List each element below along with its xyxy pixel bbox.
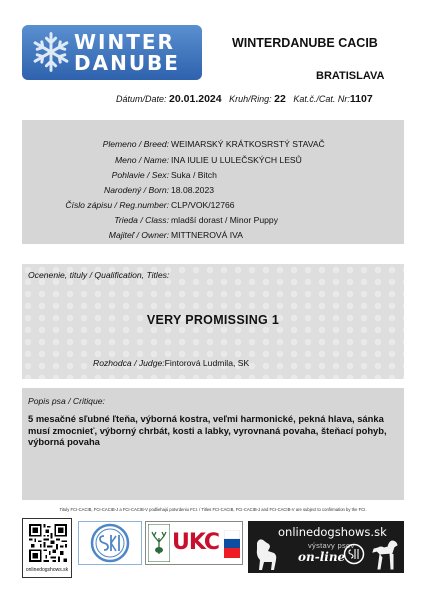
sex-value: Suka / Bitch [171, 170, 217, 180]
logo-line-winter: WINTER [74, 30, 175, 54]
owner-label: Majiteľ / Owner: [108, 230, 169, 240]
breed-value: WEIMARSKÝ KRÁTKOSRSTÝ STAVAČ [171, 139, 325, 149]
ski-emblem-icon [79, 522, 141, 564]
ski-logo [78, 521, 142, 565]
judge-line [93, 358, 249, 368]
name-label: Meno / Name: [115, 155, 169, 165]
winterdanube-logo [22, 25, 202, 80]
entry-meta [116, 93, 373, 105]
hunting-club-icon [148, 524, 170, 562]
class-label: Trieda / Class: [114, 215, 169, 225]
slovak-flag-icon [224, 530, 240, 558]
titles-label: Ocenenie, tituly / Qualification, Titles: [28, 270, 170, 280]
born-label: Narodený / Born: [104, 185, 169, 195]
date-label: Dátum/Date: [116, 94, 167, 104]
catalog-label: Kat.č./Cat. Nr: [293, 94, 350, 104]
ukc-logo-block [145, 521, 243, 565]
site-name: onlinedogshows.sk [278, 525, 387, 539]
catalog-value: 1107 [349, 93, 373, 105]
judge-value: Fintorová Ludmila, SK [164, 358, 250, 368]
reg-label: Číslo zápisu / Reg.number: [65, 200, 169, 210]
ring-label: Kruh/Ring: [229, 94, 272, 104]
name-value: INA IULIE U LULEČSKÝCH LESŮ [171, 155, 302, 165]
qr-code-block [22, 518, 72, 578]
owner-value: MITTNEROVÁ IVA [171, 230, 243, 240]
dog-standing-icon [370, 537, 400, 571]
fci-footnote: Tituly FCI-CACIB, FCI-CACIB-J a FCI-CACIB-V podliehajú potvrdeniu FCI. / Titles FCI-CACIB, FCI-CACIB-J and FCI-CACIB-V are subject to confirmation by the FCI. [59, 507, 367, 512]
critique-label: Popis psa / Critique: [28, 396, 105, 406]
ring-value: 22 [274, 93, 286, 105]
event-title: WINTERDANUBE CACIB [232, 36, 378, 50]
sex-label: Pohlavie / Sex: [111, 170, 169, 180]
site-tagline: on-line [298, 550, 346, 564]
judge-label: Rozhodca / Judge: [93, 358, 165, 368]
date-value: 20.01.2024 [169, 93, 222, 105]
logo-line-danube: DANUBE [74, 51, 180, 75]
qr-code-icon [29, 524, 67, 562]
event-city: BRATISLAVA [316, 70, 385, 82]
ukc-wordmark: UKC [172, 530, 220, 555]
reg-value: CLP/VOK/12766 [171, 200, 235, 210]
site-subtitle: výstavy psov [308, 541, 355, 550]
critique-text: 5 mesačné sľubné ľteňa, výborná kostra, veľmi harmonické, pekná hlava, sánka musí zmocnieť, výborný chrbát, kosti a labky, vyrovnaná povaha, šteňací pohyb, výborná povaha [28, 413, 387, 447]
class-value: mladší dorast / Minor Puppy [171, 215, 278, 225]
onlinedogshows-banner [248, 521, 404, 573]
breed-label: Plemeno / Breed: [102, 139, 169, 149]
qr-caption: onlinedogshows.sk [25, 567, 69, 573]
dog-silhouette-icon [251, 537, 279, 571]
born-value: 18.08.2023 [171, 185, 215, 195]
evaluation-result: VERY PROMISSING 1 [146, 313, 280, 327]
ski-small-icon [343, 543, 365, 565]
snowflake-icon [28, 29, 74, 75]
